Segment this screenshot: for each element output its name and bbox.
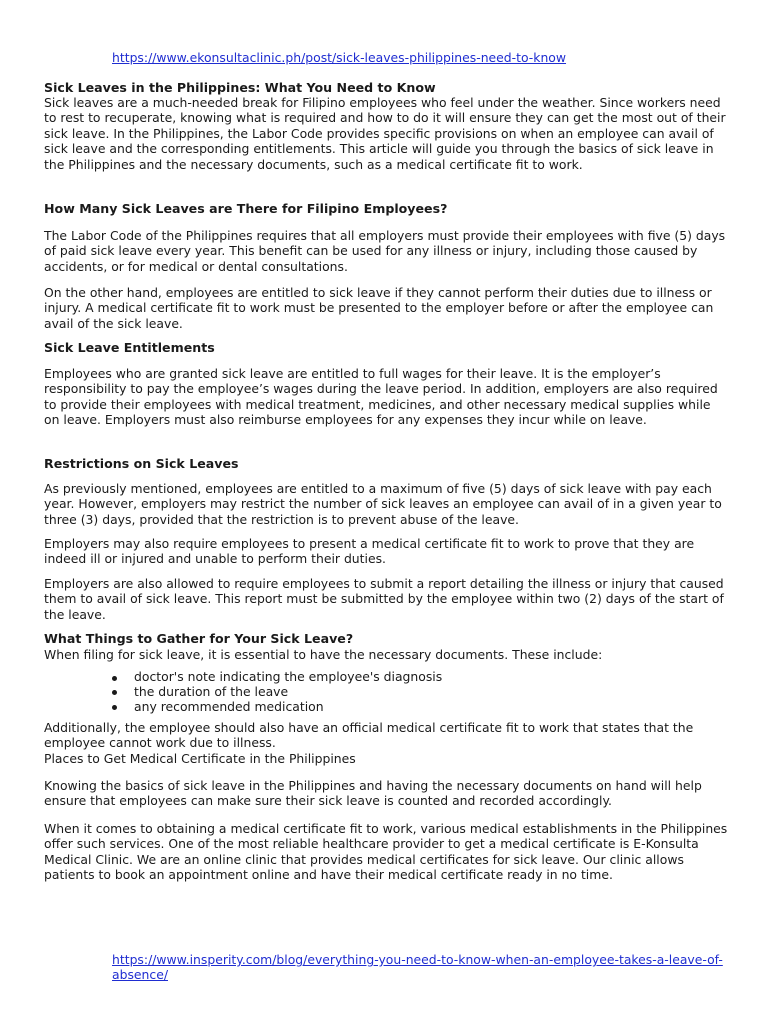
article-title: Sick Leaves in the Philippines: What You Need to Know [44,80,436,95]
bullet-icon [112,690,117,695]
source-link-bottom[interactable]: https://www.insperity.com/blog/everything-you-need-to-know-when-an-employee-takes-a-leave-of-absence/ [112,952,723,983]
section-heading-gather: What Things to Gather for Your Sick Leave? [44,631,354,646]
bullet-icon [112,676,117,681]
list-item-text: any recommended medication [134,698,324,714]
list-item [110,670,710,685]
how-many-paragraph-2: On the other hand, employees are entitled to sick leave if they cannot perform their duties due to illness or injury. A medical certificate fit to work must be presented to the employer before or after the employee can avail of the sick leave. [44,285,714,331]
restrictions-paragraph-2: Employers may also require employees to present a medical certificate fit to work to prove that they are indeed ill or injured and unable to perform their duties. [44,536,695,567]
places-subheading: Places to Get Medical Certificate in the Philippines [44,751,356,766]
list-item-text: doctor's note indicating the employee's diagnosis [134,669,443,684]
section-heading-how-many: How Many Sick Leaves are There for Filipino Employees? [44,201,448,216]
certificate-paragraph: Additionally, the employee should also have an official medical certificate fit to work that states that the employee cannot work due to illness. [44,720,694,751]
list-item-text: the duration of the leave [134,683,289,699]
gather-intro: When filing for sick leave, it is essential to have the necessary documents. These include: [44,647,603,662]
list-item [110,700,710,715]
entitlements-paragraph: Employees who are granted sick leave are entitled to full wages for their leave. It is the employer’s responsibility to pay the employee’s wages during the leave period. In addition, employers are also required to provide their employees with medical treatment, medicines, and other necessary medical supplies while on leave. Employers must also reimburse employees for any expenses they incur while on leave. [44,366,718,428]
how-many-paragraph-1: The Labor Code of the Philippines requires that all employers must provide their employees with five (5) days of paid sick leave every year. This benefit can be used for any illness or injury, including those caused by accidents, or for medical or dental consultations. [44,228,726,274]
intro-paragraph: Sick leaves are a much-needed break for Filipino employees who feel under the weather. Since workers need to rest to recuperate, knowing what is required and how to do it will ensure they can get the most out of their sick leave. In the Philippines, the Labor Code provides specific provisions on when an employee can avail of sick leave and the corresponding entitlements. This article will guide you through the basics of sick leave in the Philippines and the necessary documents, such as a medical certificate fit to work. [44,95,726,172]
restrictions-paragraph-3: Employers are also allowed to require employees to submit a report detailing the illness or injury that caused them to avail of sick leave. This report must be submitted by the employee within two (2) days of the start of the leave. [44,576,724,622]
knowing-paragraph: Knowing the basics of sick leave in the Philippines and having the necessary documents on hand will help ensure that employees can make sure their sick leave is counted and recorded accordingly. [44,778,702,809]
section-heading-entitlements: Sick Leave Entitlements [44,340,215,355]
obtaining-paragraph: When it comes to obtaining a medical certificate fit to work, various medical establishments in the Philippines offer such services. One of the most reliable healthcare provider to get a medical certificate is E-Konsulta Medical Clinic. We are an online clinic that provides medical certificates for sick leave. Our clinic allows patients to book an appointment online and have their medical certificate ready in no time. [44,821,728,883]
section-heading-restrictions: Restrictions on Sick Leaves [44,456,239,471]
restrictions-paragraph-1: As previously mentioned, employees are entitled to a maximum of five (5) days of sick leave with pay each year. However, employers may restrict the number of sick leaves an employee can avail of in a given year to three (3) days, provided that the restriction is to prevent abuse of the leave. [44,481,722,527]
source-link-top[interactable]: https://www.ekonsultaclinic.ph/post/sick-leaves-philippines-need-to-know [112,50,567,65]
list-item [110,685,710,700]
documents-list [110,670,710,714]
bullet-icon [112,705,117,710]
